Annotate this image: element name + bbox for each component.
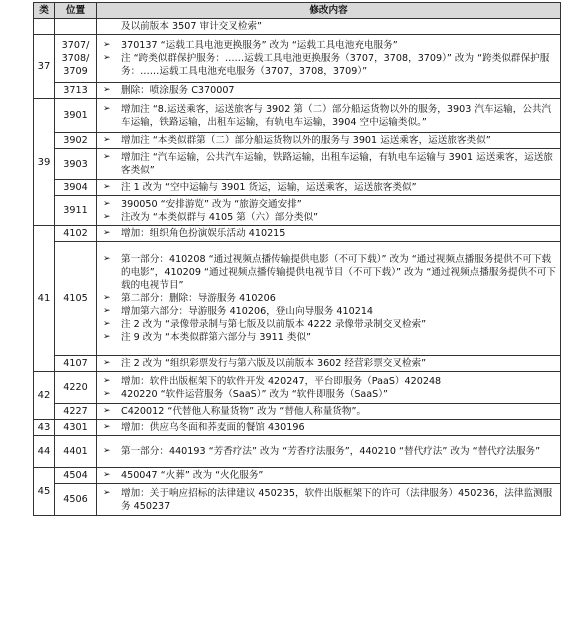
position-cell <box>55 133 97 149</box>
change-item <box>99 469 558 482</box>
arrow-bullet-icon: ➢ <box>103 406 111 416</box>
change-item <box>99 103 558 129</box>
change-item-text: 增加注 “汽车运输，公共汽车运输，铁路运输，出租车运输，有轨电车运输与 3901 运送乘客，运送旅客类似” <box>121 152 553 176</box>
change-content-cell <box>97 404 561 420</box>
change-item-text: 注 2 改为 “组织彩票发行与第六版及以前版本 3602 经营彩票交叉检索” <box>121 358 427 369</box>
change-item <box>99 52 558 78</box>
class-cell: 37 <box>34 35 55 99</box>
arrow-bullet-icon: ➢ <box>103 135 111 145</box>
position-cell <box>55 242 97 356</box>
table-row <box>34 436 561 468</box>
change-content-cell <box>97 19 561 35</box>
table-header-row <box>34 3 561 19</box>
amendment-table-container <box>33 2 560 516</box>
position-code: 4220 <box>63 382 88 393</box>
change-item-text: C420012 “代替他人称量货物” 改为 “替他人称量货物”。 <box>121 406 367 417</box>
class-cell: 45 <box>34 468 55 516</box>
change-content-cell <box>97 468 561 484</box>
position-cell <box>55 372 97 404</box>
change-item <box>99 405 558 418</box>
arrow-bullet-icon: ➢ <box>103 388 111 399</box>
arrow-bullet-icon: ➢ <box>103 198 111 209</box>
change-item-text: 删除：喷涂服务 C370007 <box>121 85 235 96</box>
change-content-cell <box>97 180 561 196</box>
arrow-bullet-icon: ➢ <box>103 446 111 456</box>
table-row <box>34 242 561 356</box>
header-position: 位置 <box>55 3 97 19</box>
change-content-cell <box>97 420 561 436</box>
change-item <box>99 198 558 211</box>
table-row <box>34 420 561 436</box>
amendment-table <box>33 2 561 516</box>
change-item-text: 第二部分：删除：导游服务 410206 <box>121 293 276 304</box>
class-cell: 41 <box>34 226 55 372</box>
arrow-bullet-icon: ➢ <box>103 293 111 303</box>
position-code: 3904 <box>63 182 88 193</box>
change-item-text: 390050 “安排游览” 改为 “旅游交通安排” <box>121 198 302 210</box>
position-cell <box>55 149 97 180</box>
table-row <box>34 99 561 133</box>
change-item-text: 及以前版本 3507 审计交叉检索” <box>121 21 263 32</box>
change-content-cell <box>97 484 561 516</box>
position-cell <box>55 196 97 226</box>
position-cell <box>55 19 97 35</box>
class-cell <box>34 19 55 35</box>
position-code: 4105 <box>63 293 88 304</box>
change-item-text: 注改为 “本类似群与 4105 第（六）部分类似” <box>121 211 319 223</box>
class-cell: 39 <box>34 99 55 226</box>
header-class: 类 <box>34 3 55 19</box>
class-cell: 42 <box>34 372 55 420</box>
change-item <box>99 181 558 194</box>
table-row <box>34 196 561 226</box>
arrow-bullet-icon: ➢ <box>103 306 111 316</box>
position-code: 4107 <box>63 358 88 369</box>
change-item <box>99 211 558 224</box>
change-item <box>99 375 558 388</box>
change-item-text: 增加第六部分：导游服务 410206，登山向导服务 410214 <box>121 306 374 317</box>
table-row <box>34 404 561 420</box>
position-code: 3708/ <box>61 53 90 64</box>
change-item <box>99 388 558 401</box>
change-item-text: 增加注 “8.运送乘客，运送旅客与 3902 第（二）部分船运货物以外的服务，3903 汽车运输，公共汽车运输，铁路运输，出租车运输，有轨电车运输，3904 空中运输类似。” <box>121 103 552 128</box>
change-item <box>99 292 558 305</box>
change-content-cell <box>97 133 561 149</box>
arrow-bullet-icon: ➢ <box>103 254 111 264</box>
change-item-text: 370137 “运载工具电池更换服务” 改为 “运载工具电池充电服务” <box>121 40 398 51</box>
position-code: 3707/ <box>61 40 90 51</box>
change-content-cell <box>97 149 561 180</box>
table-row <box>34 226 561 242</box>
change-item <box>99 39 558 52</box>
change-content-cell <box>97 226 561 242</box>
change-item-text: 注 “跨类似群保护服务：……运载工具电池更换服务（3707，3708，3709）” 改为 “跨类似群保护服务：……运载工具电池充电服务（3707，3708，3709）” <box>121 53 550 77</box>
table-body <box>34 19 561 516</box>
position-cell <box>55 468 97 484</box>
change-content-cell <box>97 242 561 356</box>
position-cell <box>55 484 97 516</box>
position-cell <box>55 35 97 83</box>
position-code: 3713 <box>63 85 88 96</box>
position-cell <box>55 180 97 196</box>
change-content-cell <box>97 356 561 372</box>
change-item-text: 注 9 改为 “本类似群第六部分与 3911 类似” <box>121 332 312 343</box>
change-item <box>99 331 558 344</box>
change-item <box>99 253 558 292</box>
arrow-bullet-icon: ➢ <box>103 422 111 432</box>
change-item-text: 420220 “软件运营服务（SaaS）” 改为 “软件即服务（SaaS）” <box>121 388 389 400</box>
change-item-text: 增加：关于响应招标的法律建议 450235，软件出版框架下的许可（法律服务）450236，法律监测服务 450237 <box>121 487 553 512</box>
change-item <box>99 134 558 147</box>
arrow-bullet-icon: ➢ <box>103 211 111 222</box>
change-item <box>99 227 558 240</box>
change-content-cell <box>97 35 561 83</box>
change-item <box>99 151 558 177</box>
table-row <box>34 35 561 83</box>
change-item <box>99 318 558 331</box>
arrow-bullet-icon: ➢ <box>103 40 111 50</box>
change-item-text: 增加：组织角色扮演娱乐活动 410215 <box>121 228 286 239</box>
change-item-text: 第一部分：440193 “芳香疗法” 改为 “芳香疗法服务”，440210 “替代疗法” 改为 “替代疗法服务” <box>121 446 541 457</box>
class-cell: 43 <box>34 420 55 436</box>
table-row <box>34 133 561 149</box>
position-code: 4504 <box>63 470 88 481</box>
change-item-text: 第一部分：410208 “通过视频点播传输提供电影（不可下载）” 改为 “通过视频点播服务提供不可下载的电影”，410209 “通过视频点播传输提供电视节目（不可下载）” 改为 “通过视频点播服务提供不可下载的电视节目” <box>121 254 557 291</box>
position-cell <box>55 404 97 420</box>
position-cell <box>55 436 97 468</box>
change-item-text: 增加：软件出版框架下的软件开发 420247，平台即服务（PaaS）420248 <box>121 375 442 387</box>
change-item-text: 增加注 “本类似群第（二）部分船运货物以外的服务与 3901 运送乘客，运送旅客类似” <box>121 135 491 146</box>
change-item-text: 注 1 改为 “空中运输与 3901 货运，运输，运送乘客，运送旅客类似” <box>121 182 417 193</box>
arrow-bullet-icon: ➢ <box>103 375 111 386</box>
header-content: 修改内容 <box>97 3 561 19</box>
arrow-bullet-icon: ➢ <box>103 103 111 114</box>
change-item <box>99 84 558 97</box>
position-code: 3911 <box>63 205 88 216</box>
change-item <box>99 487 558 513</box>
position-code: 4401 <box>63 446 88 457</box>
table-row <box>34 372 561 404</box>
change-content-cell <box>97 196 561 226</box>
change-content-cell <box>97 436 561 468</box>
change-content-cell <box>97 99 561 133</box>
table-row <box>34 180 561 196</box>
position-code: 4301 <box>63 422 88 433</box>
position-code: 3902 <box>63 135 88 146</box>
table-row <box>34 149 561 180</box>
change-content-cell <box>97 83 561 99</box>
arrow-bullet-icon: ➢ <box>103 228 111 238</box>
position-cell <box>55 356 97 372</box>
change-item <box>99 305 558 318</box>
change-item-text: 450047 “火葬” 改为 “火化服务” <box>121 470 264 481</box>
change-item <box>99 20 558 33</box>
arrow-bullet-icon: ➢ <box>103 332 111 342</box>
position-code: 3709 <box>63 66 88 77</box>
arrow-bullet-icon: ➢ <box>103 152 111 162</box>
change-item <box>99 421 558 434</box>
arrow-bullet-icon: ➢ <box>103 470 111 480</box>
arrow-bullet-icon: ➢ <box>103 487 111 498</box>
arrow-bullet-icon: ➢ <box>103 358 111 368</box>
position-cell <box>55 99 97 133</box>
table-row <box>34 83 561 99</box>
position-code: 4506 <box>63 494 88 505</box>
change-item-text: 增加：供应乌冬面和荞麦面的餐馆 430196 <box>121 422 305 433</box>
arrow-bullet-icon: ➢ <box>103 85 111 95</box>
position-cell <box>55 83 97 99</box>
class-cell: 44 <box>34 436 55 468</box>
position-code: 3903 <box>63 158 88 170</box>
arrow-bullet-icon: ➢ <box>103 319 111 329</box>
table-row <box>34 484 561 516</box>
arrow-bullet-icon: ➢ <box>103 182 111 192</box>
arrow-bullet-icon: ➢ <box>103 53 111 63</box>
position-cell <box>55 420 97 436</box>
position-code: 4227 <box>63 406 88 417</box>
change-item-text: 注 2 改为 “录像带录制与第七版及以前版本 4222 录像带录制交叉检索” <box>121 319 427 330</box>
change-item <box>99 445 558 458</box>
position-cell <box>55 226 97 242</box>
change-item <box>99 357 558 370</box>
table-row <box>34 19 561 35</box>
table-row <box>34 468 561 484</box>
position-code: 3901 <box>63 110 88 121</box>
change-content-cell <box>97 372 561 404</box>
table-row <box>34 356 561 372</box>
position-code: 4102 <box>63 228 88 239</box>
